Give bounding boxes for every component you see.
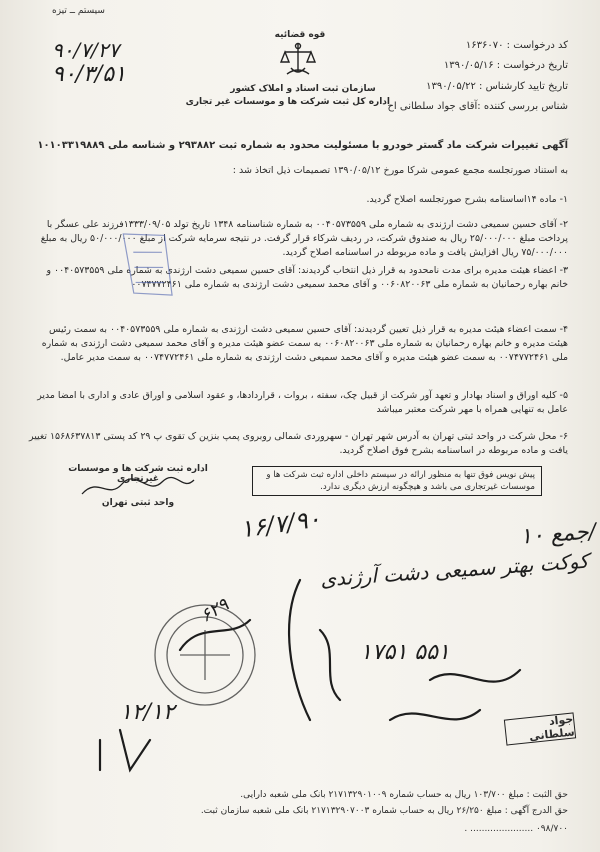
circular-seal [150,600,260,710]
doc-item-3: ۳- اعضاء هیئت مدیره برای مدت نامحدود به قرار ذیل انتخاب گردیدند: آقای حسین سمیعی دشت ارژندی به شماره ملی ۰۰۴۰۵۷۳۵۵۹ و خانم بهاره رحمانیان به شماره ملی ۰۰۶۰۸۲۰۰۶۳ و آقای محمد سمیعی دشت ارژندی به شماره ملی ۰۰۷۴۷۷۲۴۶۱ [46,265,568,290]
footer-line1: حق الثبت : مبلغ ۱۰۳/۷۰۰ ریال به حساب شماره ۲۱۷۱۳۲۹۰۱۰۰۹ بانک ملی شعبه دارایی. [240,790,568,800]
handwritten-date-1: ۹۰/۷/۲۷ [52,38,120,62]
notice-box: پیش نویس فوق تنها به منظور ارائه در سیستم داخلی اداره ثبت شرکت ها و موسسات غیرتجاری می باشد و هیچگونه ارزش دیگری ندارد. [252,466,542,496]
org-top: قوه قضائیه [274,30,326,40]
request-code: کد درخواست : ۱۶۳۶۰۷۰ [465,40,568,51]
doc-item-1: ۱- ماده ۱۴اساسنامه بشرح صورتجلسه اصلاح گردید. [366,194,568,205]
expert-date: تاریخ تایید کارشناس : ۱۳۹۰/۰۵/۲۲ [426,81,568,92]
signature-block [58,464,218,520]
handwritten-note-3: کوکت بهتر سمیعی دشت آرژندی [319,548,590,592]
handwritten-note-1: ۱۶/۷/۹۰ [238,504,323,544]
signature-scribble [78,474,198,502]
doc-item-2: ۲- آقای حسین سمیعی دشت ارژندی به شماره ملی ۰۰۴۰۵۷۳۵۵۹ به شماره شناسنامه ۱۳۴۸ تاریخ تولد ۱۳۳۳/۰۹/۰۵فرزند علی عسگر با پرداخت مبلغ ۲۵/۰۰۰/۰۰۰ ریال به صندوق شرکت، در ردیف شرکاء قرار گرفت. در نتیجه سرمایه شرکت از مبلغ ۵۰/۰۰۰/۰۰۰ ریال به مبلغ ۷۵/۰۰۰/۰۰۰ ریال افزایش یافت و ماده مربوطه در اساسنامه اصلاح گردید. [40,219,568,258]
signature-line1: اداره ثبت شرکت ها و موسسات غیرتجاری [68,464,208,484]
footer-line3: ۰۹۸/۷۰۰ ...................... . [464,824,568,834]
doc-intro: به استناد صورتجلسه مجمع عمومی شرکا مورخ ۱۳۹۰/۰۵/۱۲ تصمیمات ذیل اتخاذ شد : [232,165,568,176]
doc-item-4: ۴- سمت اعضاء هیئت مدیره به قرار ذیل تعیین گردیدند: آقای حسین سمیعی دشت ارژندی به شماره ملی ۰۰۴۰۵۷۳۵۵۹ به سمت رئیس هیئت مدیره و خانم بهاره رحمانیان به شماره ملی ۰۰۶۰۸۲۰۰۶۳ به سمت عضو هیئت مدیره و آقای محمد سمیعی دشت ارژندی به شماره ملی ۰۰۷۴۷۷۲۴۶۱ به سمت عضو هیئت مدیره و آقای محمد سمیعی دشت ارژندی به شماره ملی ۰۰۷۴۷۷۲۴۶۱ به سمت مدیر عامل. [41,324,568,363]
handwriting-scribbles [40,560,560,780]
signature-line2: واحد ثبتی تهران [101,498,175,508]
doc-title: آگهی تغییرات شرکت ماد گستر خودرو با مسئولیت محدود به شماره ثبت ۲۹۳۸۸۲ و شناسه ملی ۱۰۱۰۳۳۱۹۸۸۹ [37,140,568,151]
org-line2: اداره کل ثبت شرکت ها و موسسات غیر تجاری [185,97,390,107]
corner-label: سیستم ــ تیزه [52,6,105,16]
handwritten-note-4: ۱۷۵۱ ۵۵۱ [360,640,450,665]
doc-item-5: ۵- کلیه اوراق و اسناد بهادار و تعهد آور شرکت از قبیل چک، سفته ، بروات ، قراردادها، و عقود اسلامی و اوراق عادی و اداری با امضا مدیر عامل به تنهایی همراه با مهر شرکت معتبر میباشد [37,390,568,415]
handwritten-note-6: ۱۲/۱۲ [120,700,175,725]
handwritten-note-5: ۶۲۹ [196,594,233,627]
doc-item-6: ۶- محل شرکت در واحد ثبتی تهران به آدرس شهر تهران - سهروردی شمالی روبروی پمپ بنزین ک تقوی پ ۲۹ کد پستی ۱۵۶۸۶۳۷۸۱۳ تغییر یافت و ماده مربوطه در اساسنامه بشرح فوق اصلاح گردید. [29,431,568,456]
reviewer: شناس بررسی کننده :آقای جواد سلطانی اح [387,101,568,112]
handwritten-date-2: ۹۰/۳/۵۱ [52,62,126,87]
footer-line2: حق الدرج آگهی : مبلغ ۲۶/۲۵۰ ریال به حساب شماره ۲۱۷۱۳۲۹۰۷۰۰۳ بانک ملی شعبه سازمان ثبت. [200,806,568,816]
org-line1: سازمان ثبت اسناد و املاک کشور [230,84,376,94]
name-stamp: جواد سلطانی [504,712,576,745]
request-date: تاریخ درخواست : ۱۳۹۰/۰۵/۱۶ [443,60,568,71]
handwritten-note-2: جمع ۱۰/ [519,519,597,550]
judiciary-emblem-icon [277,40,319,80]
